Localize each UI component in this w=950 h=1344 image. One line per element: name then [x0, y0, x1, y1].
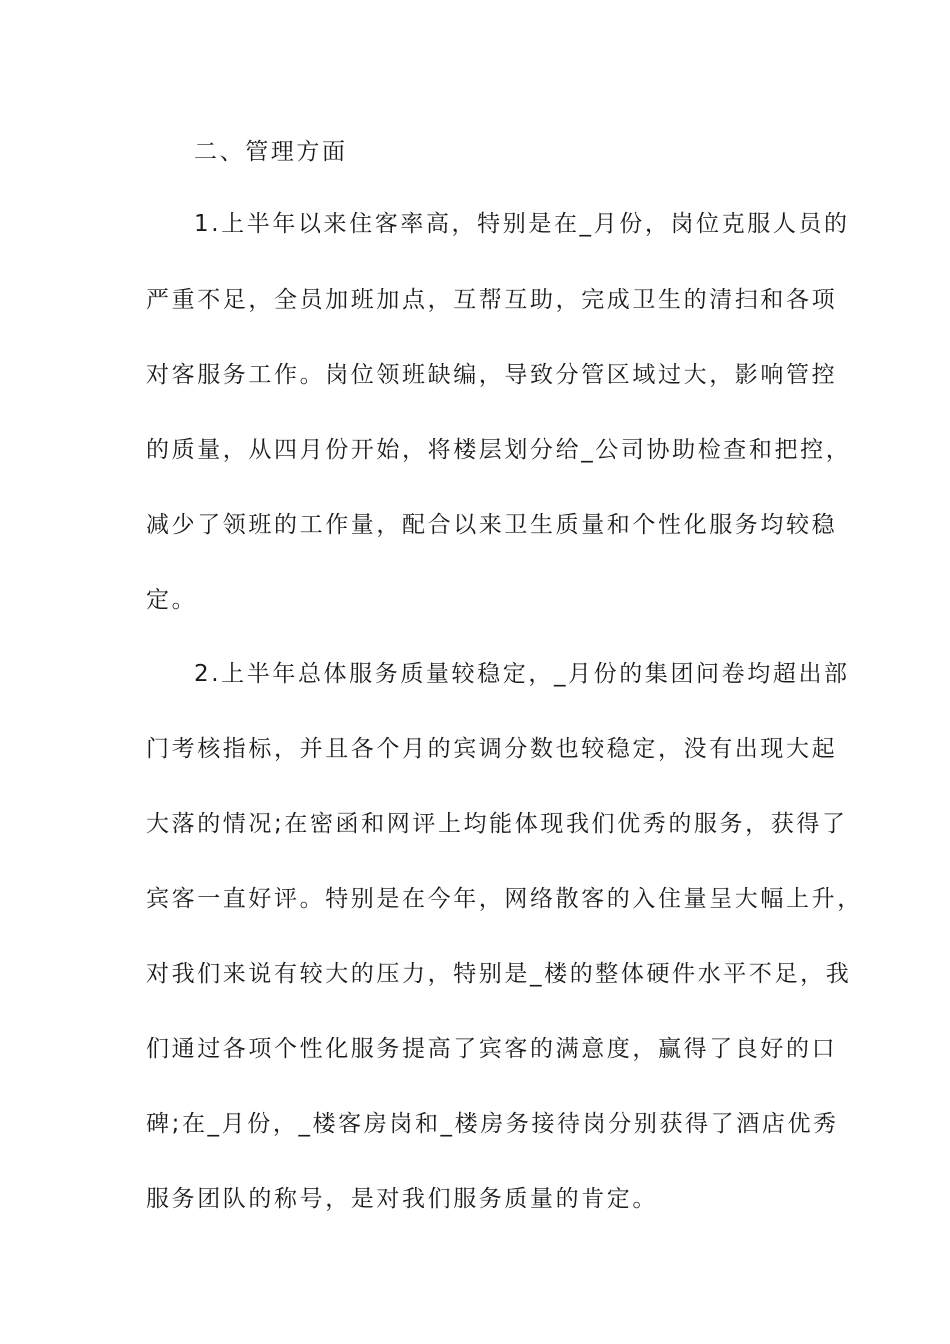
paragraph-line: 2.上半年总体服务质量较稳定，_月份的集团问卷均超出部	[194, 661, 850, 687]
paragraph-line: 的质量，从四月份开始，将楼层划分给_公司协助检查和把控，	[146, 437, 852, 463]
paragraph-line: 们通过各项个性化服务提高了宾客的满意度，赢得了良好的口	[146, 1036, 838, 1062]
paragraph-line: 严重不足，全员加班加点，互帮互助，完成卫生的清扫和各项	[146, 287, 838, 313]
paragraph-line: 大落的情况;在密函和网评上均能体现我们优秀的服务，获得了	[146, 811, 848, 837]
paragraph-line: 对客服务工作。岗位领班缺编，导致分管区域过大，影响管控	[146, 362, 838, 388]
paragraph-line: 1.上半年以来住客率高，特别是在_月份，岗位克服人员的	[194, 211, 850, 237]
paragraph-line: 减少了领班的工作量，配合以来卫生质量和个性化服务均较稳	[146, 512, 838, 538]
paragraph-line: 碑;在_月份，_楼客房岗和_楼房务接待岗分别获得了酒店优秀	[146, 1111, 839, 1137]
paragraph-line: 服务团队的称号，是对我们服务质量的肯定。	[146, 1186, 658, 1212]
paragraph-line: 门考核指标，并且各个月的宾调分数也较稳定，没有出现大起	[146, 736, 838, 762]
section-heading: 二、管理方面	[194, 139, 348, 165]
paragraph-line: 定。	[146, 587, 198, 613]
paragraph-line: 宾客一直好评。特别是在今年，网络散客的入住量呈大幅上升，	[146, 886, 863, 912]
paragraph-line: 对我们来说有较大的压力，特别是_楼的整体硬件水平不足，我	[146, 961, 852, 987]
